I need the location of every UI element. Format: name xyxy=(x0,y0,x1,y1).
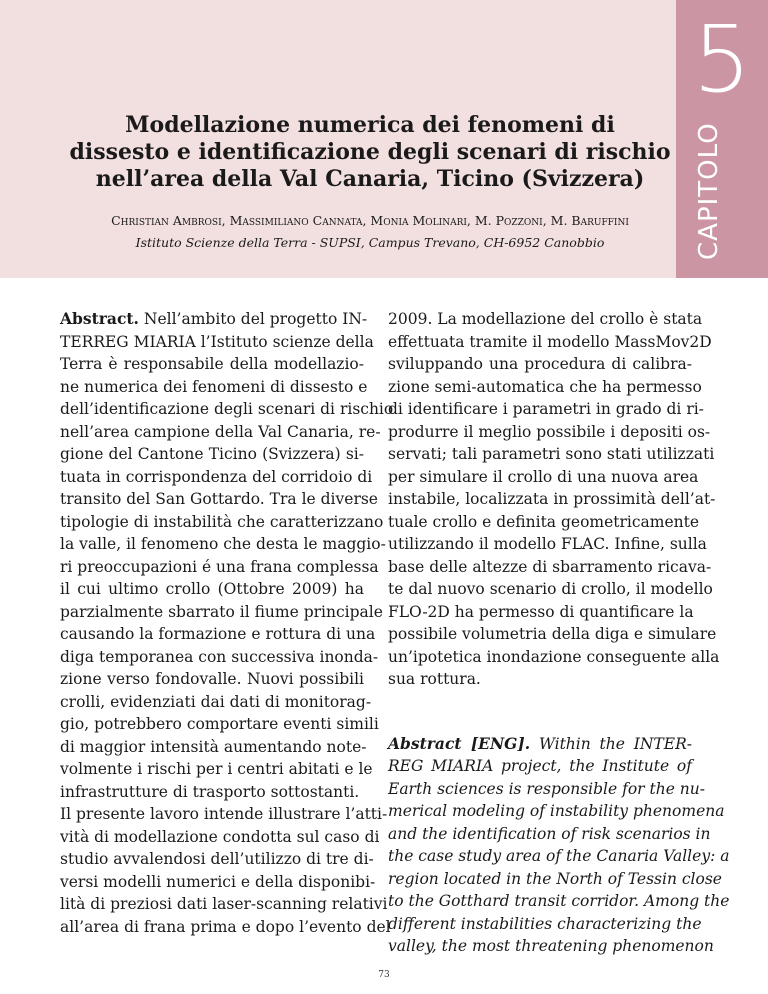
abstract-line: studio avvalendosi dell’utilizzo di tre di- xyxy=(60,850,374,868)
abstract-line: tuata in corrispondenza del corridoio di xyxy=(60,467,373,486)
abstract-line: utilizzando il modello FLAC. Infine, sulla xyxy=(388,535,707,553)
title-line: dissesto e identificazione degli scenari di rischio xyxy=(69,139,671,165)
abstract-line: dell’identificazione degli scenari di rischio xyxy=(60,400,394,418)
abstract-line: zione verso fondovalle. Nuovi possibili xyxy=(60,670,364,688)
abstract-line: la valle, il fenomeno che desta le maggio- xyxy=(60,535,386,553)
title-line: nell’area della Val Canaria, Ticino (Svizzera) xyxy=(95,166,645,192)
abstract-en-label: Abstract [ENG]. xyxy=(388,733,531,753)
abstract-line: il cui ultimo crollo (Ottobre 2009) ha xyxy=(60,580,364,598)
abstract-line: Terra è responsabile della modellazio- xyxy=(60,355,364,373)
abstract-line: ne numerica dei fenomeni di dissesto e xyxy=(60,377,368,396)
abstract-label: Abstract. xyxy=(60,309,139,328)
abstract-line: diga temporanea con successiva inonda- xyxy=(60,647,379,666)
abstract-en-line: merical modeling of instability phenomena xyxy=(388,802,725,820)
abstract-en-line: different instabilities characterizing the xyxy=(388,914,702,933)
abstract-line: vità di modellazione condotta sul caso di xyxy=(60,827,380,846)
abstract-line: tuale crollo e definita geometricamente xyxy=(388,512,700,531)
header-band xyxy=(0,0,676,278)
abstract-line: sviluppando una procedura di calibra- xyxy=(388,355,692,373)
abstract-line: servati; tali parametri sono stati utilizzati xyxy=(388,445,715,463)
abstract-line: tipologie di instabilità che caratterizzano xyxy=(60,512,384,531)
paragraph-gap xyxy=(388,691,692,733)
paper-title xyxy=(60,112,680,193)
abstract-line: nell’area campione della Val Canaria, re- xyxy=(60,422,381,441)
title-line: Modellazione numerica dei fenomeni di xyxy=(125,112,615,138)
abstract-line: causando la formazione e rottura di una xyxy=(60,625,376,643)
abstract-line: produrre il meglio possibile i depositi os- xyxy=(388,422,711,441)
abstract-line: un’ipotetica inondazione conseguente alla xyxy=(388,647,720,666)
abstract-line: infrastrutture di trasporto sottostanti. xyxy=(60,782,360,801)
abstract-en-line: valley, the most threatening phenomenon xyxy=(388,937,714,955)
abstract-line: per simulare il crollo di una nuova area xyxy=(388,467,699,486)
abstract-line: lità di preziosi dati laser-scanning relativi xyxy=(60,895,388,913)
page-number: 73 xyxy=(378,970,390,980)
abstract-en-line: to the Gotthard transit corridor. Among the xyxy=(388,892,730,910)
abstract-line: gione del Cantone Ticino (Svizzera) si- xyxy=(60,445,364,463)
abstract-line: all’area di frana prima e dopo l’evento del xyxy=(60,917,391,936)
chapter-label: CAPITOLO xyxy=(694,122,724,260)
abstract-line: gio, potrebbero comportare eventi simili xyxy=(60,715,379,733)
abstract-line: parzialmente sbarrato il fiume principale xyxy=(60,602,383,621)
abstract-en-line: region located in the North of Tessin close xyxy=(388,869,722,888)
abstract-en-line: Earth sciences is responsible for the nu- xyxy=(388,779,706,798)
abstract-en-line: and the identification of risk scenarios in xyxy=(388,824,711,843)
abstract-line: zione semi-automatica che ha permesso xyxy=(388,377,702,396)
abstract-line: base delle altezze di sbarramento ricava- xyxy=(388,557,712,576)
abstract-line: te dal nuovo scenario di crollo, il modello xyxy=(388,580,713,598)
abstract-line: di identificare i parametri in grado di ri- xyxy=(388,400,704,418)
abstract-line: Il presente lavoro intende illustrare l’atti- xyxy=(60,805,388,823)
abstract-line: effettuata tramite il modello MassMov2D xyxy=(388,332,712,351)
abstract-line: TERREG MIARIA l’Istituto scienze della xyxy=(60,332,374,351)
abstract-line: FLO-2D ha permesso di quantificare la xyxy=(388,602,694,621)
abstract-line: transito del San Gottardo. Tra le diverse xyxy=(60,490,378,508)
abstract-line: volmente i rischi per i centri abitati e le xyxy=(60,760,373,778)
abstract-en-line: the case study area of the Canaria Valley: a xyxy=(388,847,730,865)
abstract-en-line: REG MIARIA project, the Institute of xyxy=(388,757,692,775)
abstract-line: instabile, localizzata in prossimità dell’at- xyxy=(388,490,716,508)
left-column xyxy=(60,308,394,938)
chapter-number: 5 xyxy=(692,6,752,113)
abstract-line xyxy=(60,308,368,331)
abstract-line: ri preoccupazioni é una frana complessa xyxy=(60,557,379,576)
authors: Christian Ambrosi, Massimiliano Cannata, Monia Molinari, M. Pozzoni, M. Baruffini xyxy=(111,213,629,228)
right-column xyxy=(388,308,730,958)
abstract-line: versi modelli numerici e della disponibi- xyxy=(60,872,376,891)
abstract-line: possibile volumetria della diga e simulare xyxy=(388,625,717,643)
abstract-line: sua rottura. xyxy=(388,670,481,688)
abstract-en-text: Within the INTER- xyxy=(538,734,692,753)
abstract-en-line xyxy=(388,733,692,756)
abstract-line: di maggior intensità aumentando note- xyxy=(60,737,367,756)
affiliation: Istituto Scienze della Terra - SUPSI, Campus Trevano, CH-6952 Canobbio xyxy=(135,235,605,250)
abstract-line: crolli, evidenziati dai dati di monitorag- xyxy=(60,692,372,711)
abstract-line: 2009. La modellazione del crollo è stata xyxy=(388,310,703,328)
chapter-tab xyxy=(676,0,768,278)
abstract-text: Nell’ambito del progetto IN- xyxy=(143,310,368,328)
